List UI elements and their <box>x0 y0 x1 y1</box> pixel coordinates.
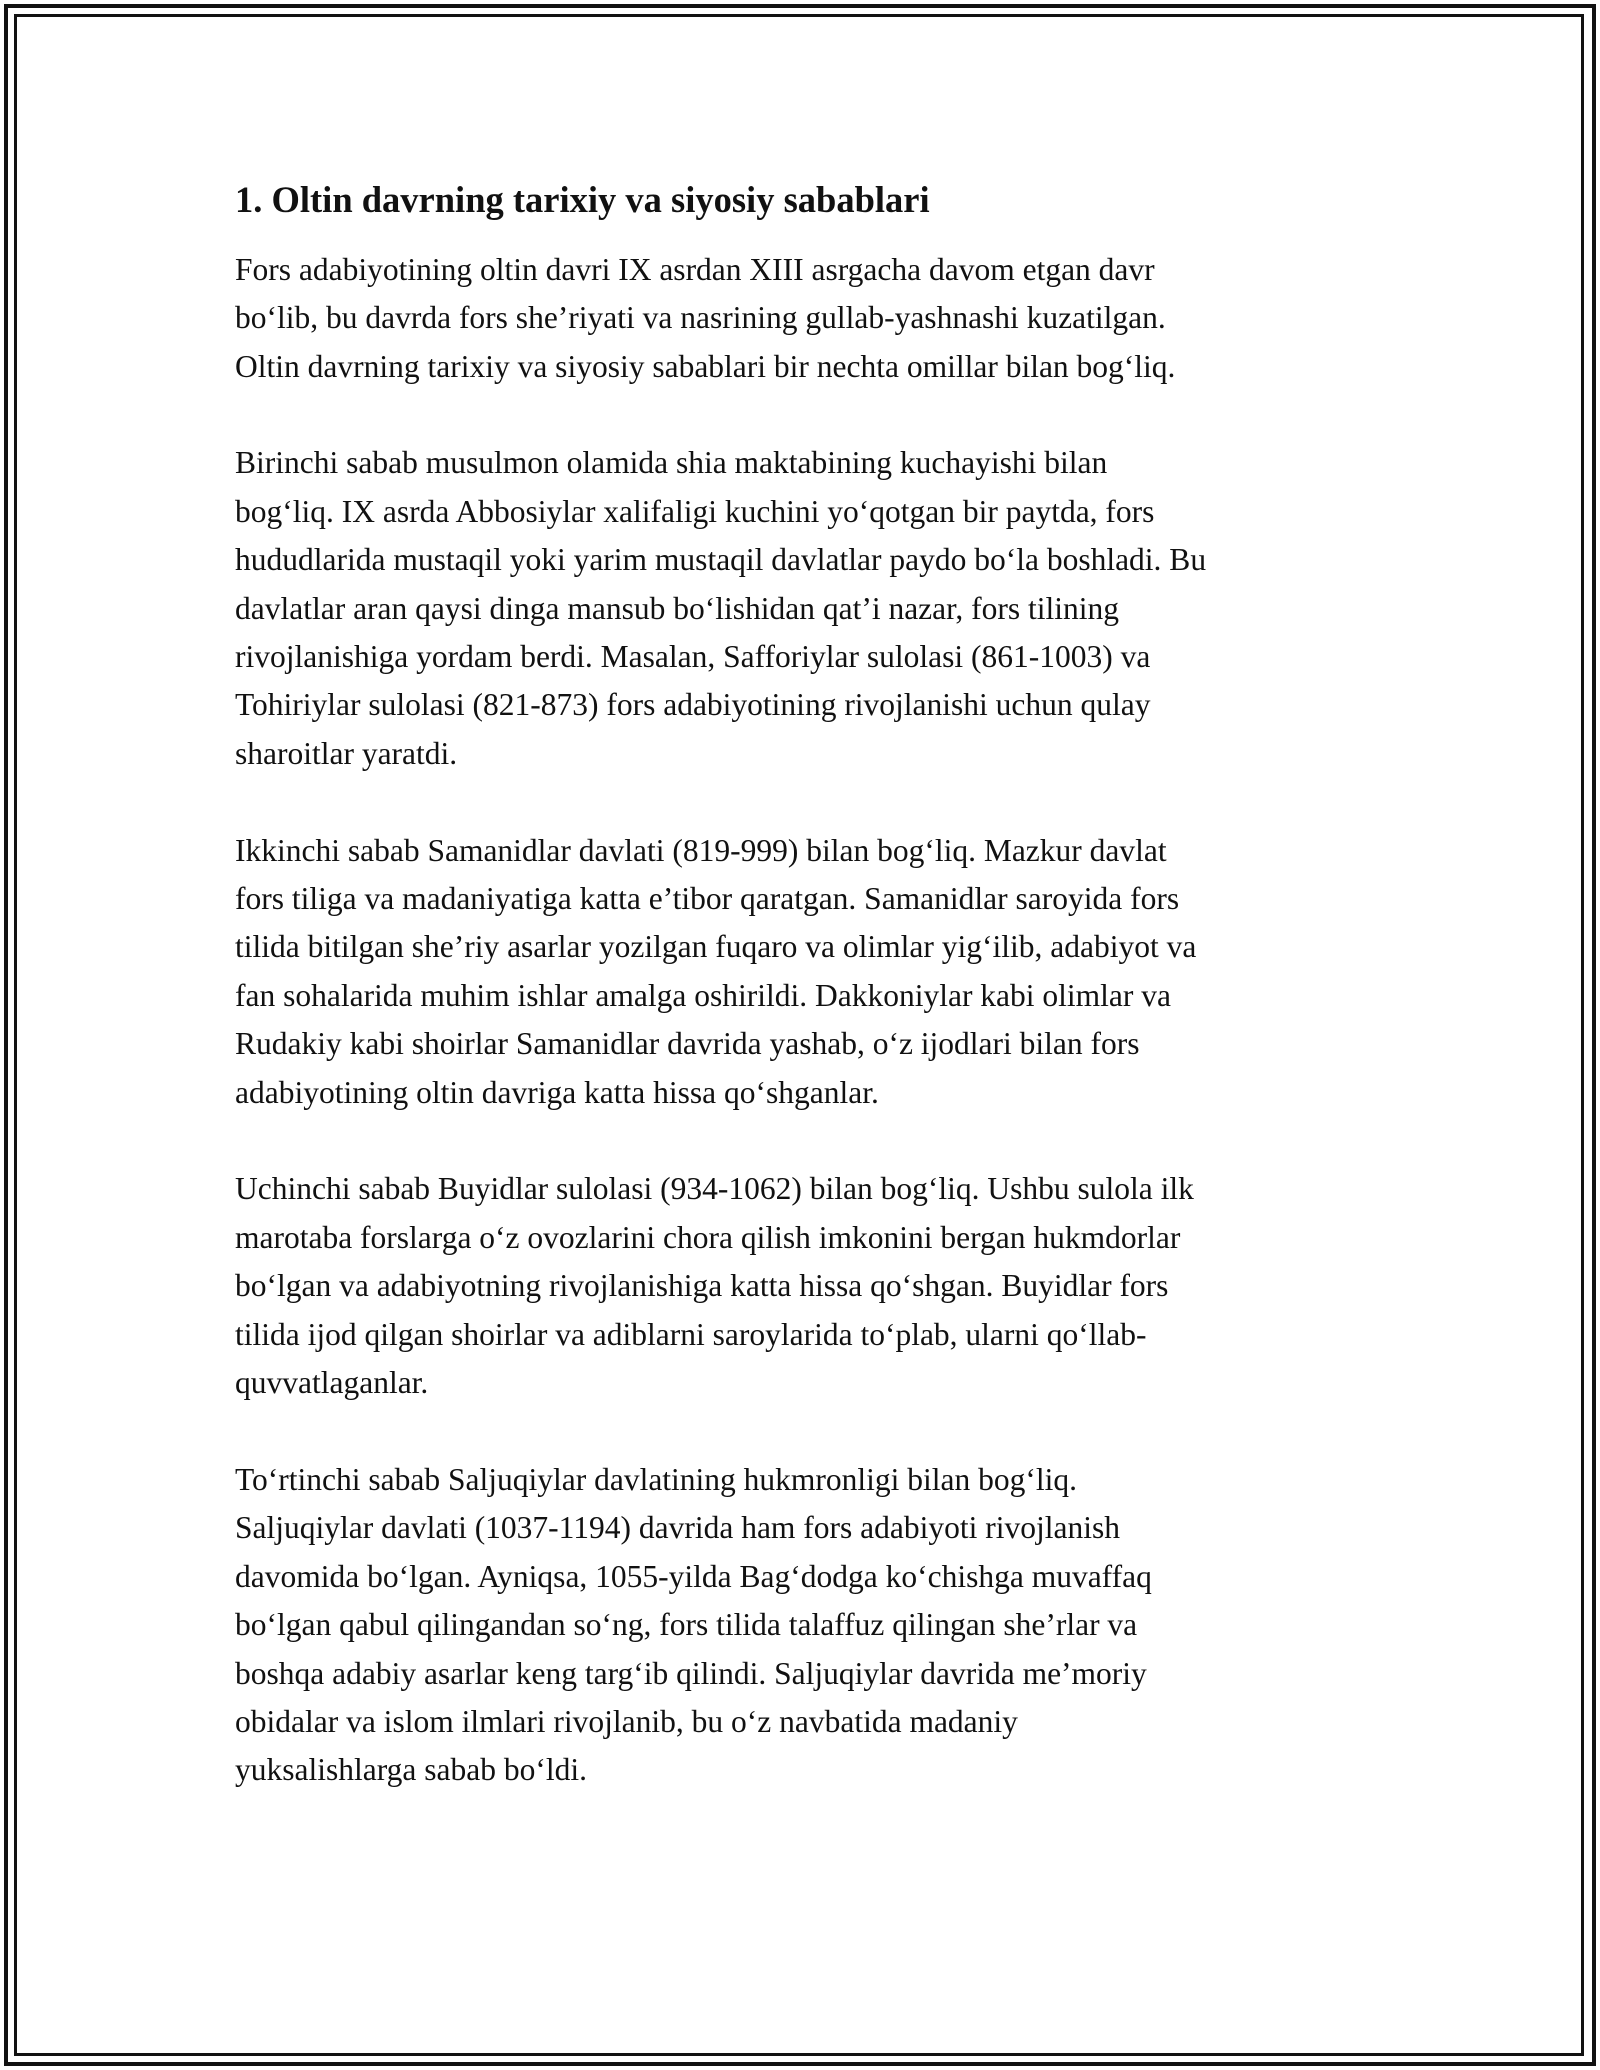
text-line: Fors adabiyotining oltin davri IX asrdan XIII asrgacha davom etgan davr <box>235 251 1155 287</box>
section-heading: 1. Oltin davrning tarixiy va siyosiy sabablari <box>235 179 930 220</box>
paragraph-fourth-reason <box>235 1456 1375 1795</box>
text-line: Birinchi sabab musulmon olamida shia maktabining kuchayishi bilan <box>235 445 1108 481</box>
text-line: Uchinchi sabab Buyidlar sulolasi (934-1062) bilan bog‘liq. Ushbu sulola ilk <box>235 1171 1194 1207</box>
text-line: obidalar va islom ilmlari rivojlanib, bu o‘z navbatida madaniy <box>235 1703 1018 1739</box>
text-line: bo‘lgan va adabiyotning rivojlanishiga katta hissa qo‘shgan. Buyidlar fors <box>235 1268 1169 1304</box>
text-line: adabiyotining oltin davriga katta hissa qo‘shganlar. <box>235 1074 879 1110</box>
paragraph-third-reason <box>235 1165 1375 1407</box>
text-line: tilida bitilgan she’riy asarlar yozilgan fuqaro va olimlar yig‘ilib, adabiyot va <box>235 929 1197 965</box>
text-line: Rudakiy kabi shoirlar Samanidlar davrida yashab, o‘z ijodlari bilan fors <box>235 1026 1140 1062</box>
paragraph-second-reason <box>235 827 1375 1117</box>
text-line: Oltin davrning tarixiy va siyosiy sabablari bir nechta omillar bilan bog‘liq. <box>235 348 1176 384</box>
text-line: marotaba forslarga o‘z ovozlarini chora qilish imkonini bergan hukmdorlar <box>235 1219 1181 1255</box>
text-line: fors tiliga va madaniyatiga katta e’tibor qaratgan. Samanidlar saroyida fors <box>235 881 1180 917</box>
text-line: boshqa adabiy asarlar keng targ‘ib qilindi. Saljuqiylar davrida me’moriy <box>235 1655 1147 1691</box>
paragraph-first-reason <box>235 439 1375 778</box>
text-line: hududlarida mustaqil yoki yarim mustaqil davlatlar paydo bo‘la boshladi. Bu <box>235 542 1207 578</box>
text-line: Saljuqiylar davlati (1037-1194) davrida ham fors adabiyoti rivojlanish <box>235 1510 1120 1546</box>
text-line: sharoitlar yaratdi. <box>235 735 458 771</box>
document-body <box>235 178 1375 1795</box>
text-line: bo‘lib, bu davrda fors she’riyati va nasrining gullab-yashnashi kuzatilgan. <box>235 300 1166 336</box>
text-line: rivojlanishiga yordam berdi. Masalan, Safforiylar sulolasi (861-1003) va <box>235 639 1151 675</box>
text-line: bog‘liq. IX asrda Abbosiylar xalifaligi kuchini yo‘qotgan bir paytda, fors <box>235 493 1155 529</box>
text-line: tilida ijod qilgan shoirlar va adiblarni saroylarida to‘plab, ularni qo‘llab- <box>235 1316 1147 1352</box>
paragraph-intro <box>235 246 1375 391</box>
text-line: yuksalishlarga sabab bo‘ldi. <box>235 1752 587 1788</box>
text-line: Tohiriylar sulolasi (821-873) fors adabiyotining rivojlanishi uchun qulay <box>235 687 1151 723</box>
text-line: fan sohalarida muhim ishlar amalga oshirildi. Dakkoniylar kabi olimlar va <box>235 977 1172 1013</box>
text-line: To‘rtinchi sabab Saljuqiylar davlatining hukmronligi bilan bog‘liq. <box>235 1461 1078 1497</box>
text-line: bo‘lgan qabul qilingandan so‘ng, fors tilida talaffuz qilingan she’rlar va <box>235 1607 1138 1643</box>
text-line: quvvatlaganlar. <box>235 1365 429 1401</box>
text-line: Ikkinchi sabab Samanidlar davlati (819-999) bilan bog‘liq. Mazkur davlat <box>235 832 1167 868</box>
text-line: davomida bo‘lgan. Ayniqsa, 1055-yilda Bag‘dodga ko‘chishga muvaffaq <box>235 1558 1152 1594</box>
text-line: davlatlar aran qaysi dinga mansub bo‘lishidan qat’i nazar, fors tilining <box>235 590 1119 626</box>
